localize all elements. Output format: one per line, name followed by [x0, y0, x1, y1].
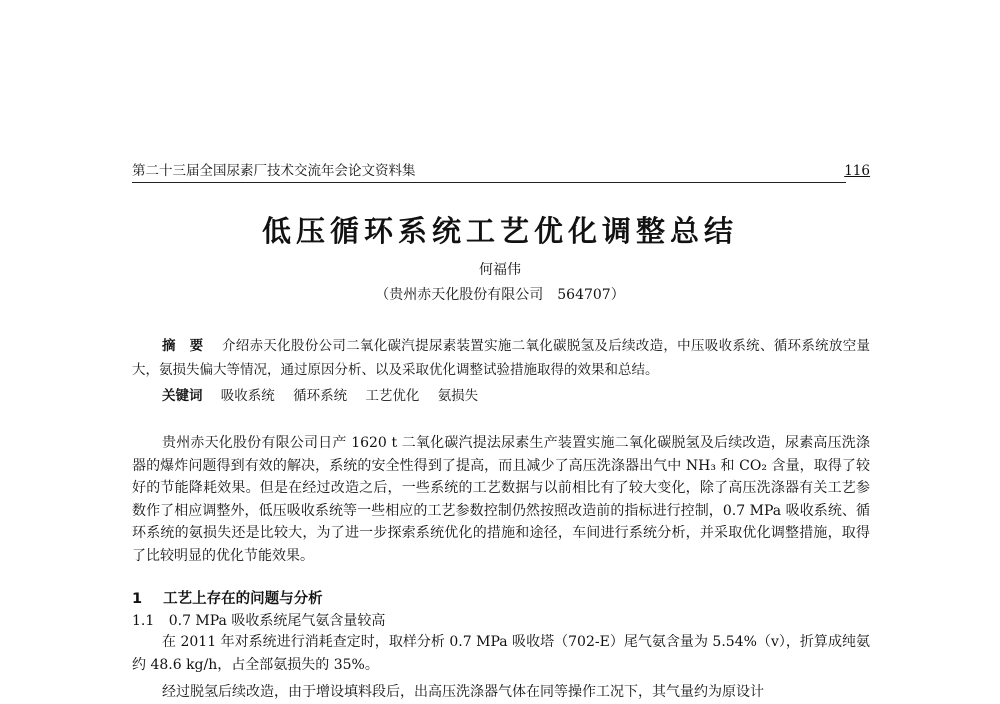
intro-paragraph: 贵州赤天化股份有限公司日产 1620 t 二氧化碳汽提法尿素生产装置实施二氧化碳脱氢及后续改造，尿素高压洗涤器的爆炸问题得到有效的解决，系统的安全性得到了提高，而且减少了高压洗涤器出气中 NH₃ 和 CO₂ 含量，取得了较好的节能降耗效果。但是在经过改造之后，一些系统的工艺数据与以前相比有了较大变化，除了高压洗涤器有关工艺参数作了相应调整外，低压吸收系统等一些相应的工艺参数控制仍然按照改造前的指标进行控制，0.7 MPa 吸收系统、循环系统的氨损失还是比较大，为了进一步探索系统优化的措施和途径，车间进行系统分析，并采取优化调整措施，取得了比较明显的优化节能效果。: [132, 435, 870, 564]
keyword: 循环系统: [293, 388, 348, 404]
journal-title: 第二十三届全国尿素厂技术交流年会论文资料集: [132, 163, 416, 179]
subsection-heading: [132, 611, 385, 631]
abstract: [132, 334, 870, 382]
body-paragraph: 经过脱氢后续改造，由于增设填料段后，出高压洗涤器气体在同等操作工况下，其气量约为原设计: [162, 684, 764, 700]
page-number: 116: [844, 163, 870, 179]
subsection-body-continued: [132, 681, 870, 704]
author-affiliation: （贵州赤天化股份有限公司 564707）: [375, 287, 625, 303]
subsection-body: [132, 631, 870, 676]
header-rule: [132, 182, 846, 183]
section-heading: [132, 589, 323, 609]
keywords-label: 关键词: [162, 388, 203, 404]
abstract-label: 摘 要: [162, 338, 204, 354]
author-name: 何福伟: [479, 262, 521, 278]
paper-title: 低压循环系统工艺优化调整总结: [261, 214, 738, 248]
body-paragraph: 在 2011 年对系统进行消耗查定时，取样分析 0.7 MPa 吸收塔（702-E）尾气氨含量为 5.54%（v），折算成纯氨约 48.6 kg/h，占全部氨损失的 35%。: [132, 634, 870, 673]
abstract-text: 介绍赤天化股份公司二氧化碳汽提尿素装置实施二氧化碳脱氢及后续改造，中压吸收系统、循环系统放空量大，氨损失偏大等情况，通过原因分析、以及采取优化调整试验措施取得的效果和总结。: [132, 338, 871, 378]
keyword: 工艺优化: [365, 388, 420, 404]
subsection-number: 1.1: [132, 613, 155, 629]
running-header: [132, 161, 870, 183]
keyword: 氨损失: [437, 388, 479, 404]
subsection-title: 0.7 MPa 吸收系统尾气氨含量较高: [168, 613, 386, 629]
section-title: 工艺上存在的问题与分析: [163, 591, 323, 607]
intro-section: [132, 432, 870, 568]
keywords: [132, 384, 870, 408]
section-number: 1: [132, 591, 143, 607]
keyword: 吸收系统: [220, 388, 275, 404]
